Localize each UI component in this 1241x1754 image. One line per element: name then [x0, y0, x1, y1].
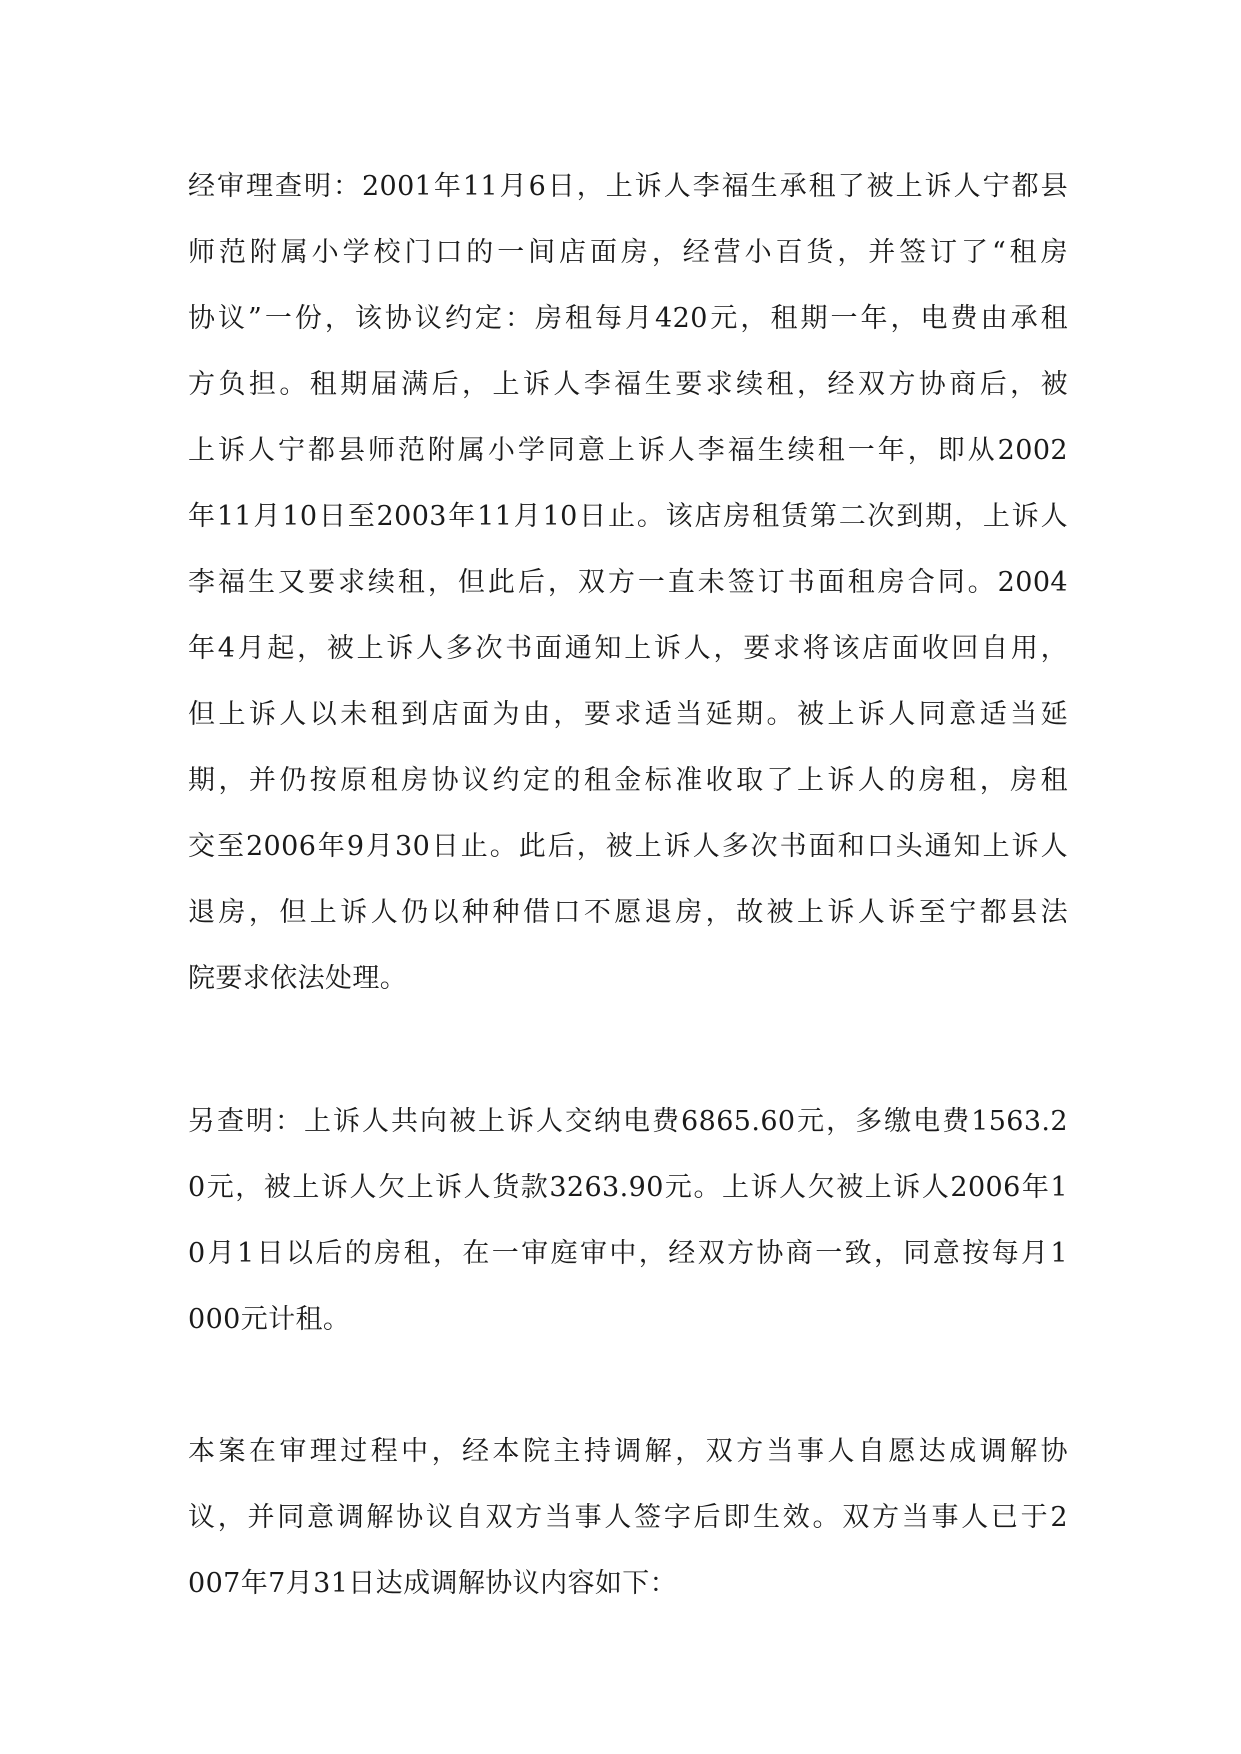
text-line: 院要求依法处理。 — [188, 963, 408, 994]
text-line: 0元，被上诉人欠上诉人货款3263.90元。上诉人欠被上诉人2006年1 — [188, 1172, 1068, 1203]
text-line: 年11月10日至2003年11月10日止。该店房租赁第二次到期，上诉人 — [188, 501, 1068, 532]
text-line: 议，并同意调解协议自双方当事人签字后即生效。双方当事人已于2 — [188, 1502, 1068, 1533]
text-line: 退房，但上诉人仍以种种借口不愿退房，故被上诉人诉至宁都县法 — [188, 897, 1068, 928]
text-line: 上诉人宁都县师范附属小学同意上诉人李福生续租一年，即从2002 — [188, 435, 1068, 466]
paragraph-mediation — [188, 1419, 1068, 1617]
text-line: 期，并仍按原租房协议约定的租金标准收取了上诉人的房租，房租 — [188, 765, 1068, 796]
text-line: 0月1日以后的房租，在一审庭审中，经双方协商一致，同意按每月1 — [188, 1238, 1068, 1269]
paragraph-facts — [188, 154, 1068, 1012]
text-line: 但上诉人以未租到店面为由，要求适当延期。被上诉人同意适当延 — [188, 699, 1068, 730]
text-line: 协议”一份，该协议约定：房租每月420元，租期一年，电费由承租 — [188, 303, 1068, 334]
paragraph-additional-facts — [188, 1089, 1068, 1353]
text-line: 000元计租。 — [188, 1304, 351, 1335]
text-line: 交至2006年9月30日止。此后，被上诉人多次书面和口头通知上诉人 — [188, 831, 1068, 862]
text-line: 本案在审理过程中，经本院主持调解，双方当事人自愿达成调解协 — [188, 1436, 1068, 1467]
text-line: 另查明：上诉人共向被上诉人交纳电费6865.60元，多缴电费1563.2 — [188, 1106, 1068, 1137]
text-line: 李福生又要求续租，但此后，双方一直未签订书面租房合同。2004 — [188, 567, 1068, 598]
text-line: 经审理查明：2001年11月6日，上诉人李福生承租了被上诉人宁都县 — [188, 171, 1068, 202]
text-line: 007年7月31日达成调解协议内容如下： — [188, 1568, 678, 1599]
text-line: 师范附属小学校门口的一间店面房，经营小百货，并签订了“租房 — [188, 237, 1068, 268]
text-line: 方负担。租期届满后，上诉人李福生要求续租，经双方协商后，被 — [188, 369, 1068, 400]
text-line: 年4月起，被上诉人多次书面通知上诉人，要求将该店面收回自用， — [188, 633, 1068, 664]
